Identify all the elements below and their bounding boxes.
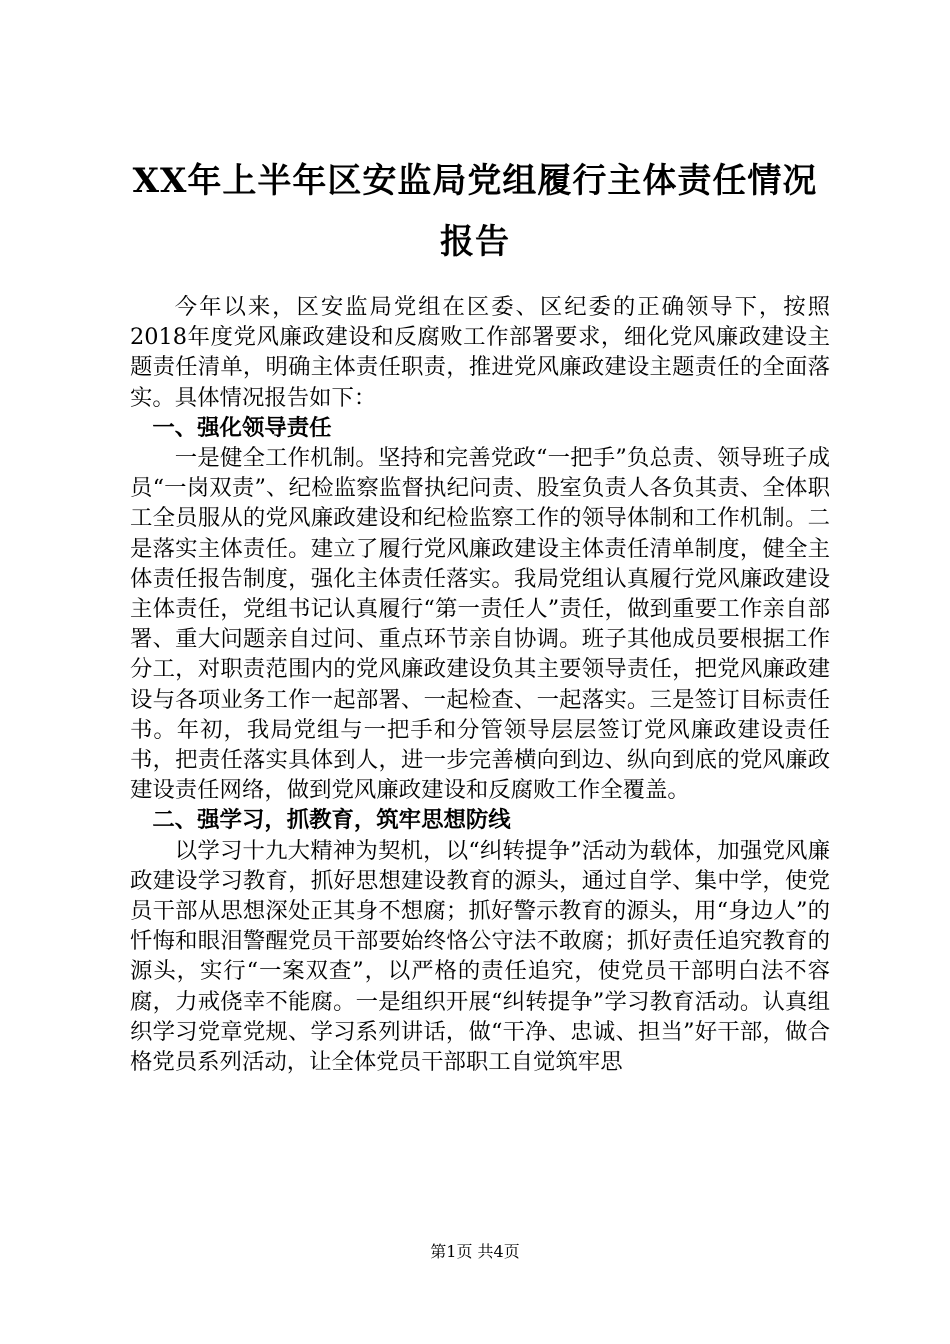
page-footer: 第1页 共4页 [430, 1242, 520, 1261]
body-paragraph: 以学习十九大精神为契机，以“纠转提争”活动为载体，加强党风廉政建设学习教育，抓好思想建设教育的源头，通过自学、集中学，使党员干部从思想深处正其身不想腐；抓好警示教育的源头，用“身边人”的忏悔和眼泪警醒党员干部要始终恪公守法不敢腐；抓好责任追究教育的源头，实行“一案双查”，以严格的责任追究，使党员干部明白法不容腐，力戒侥幸不能腐。一是组织开展“纠转提争”学习教育活动。认真组织学习党章党规、学习系列讲话，做“干净、忠诚、担当”好干部，做合格党员系列活动，让全体党员干部职工自觉筑牢思 [130, 837, 830, 1076]
document-body [130, 292, 830, 1077]
document-title-line1: XX年上半年区安监局党组履行主体责任情况 [132, 161, 818, 201]
section-heading: 二、强学习，抓教育，筑牢思想防线 [152, 807, 511, 834]
body-paragraph: 今年以来，区安监局党组在区委、区纪委的正确领导下，按照2018年度党风廉政建设和反腐败工作部署要求，细化党风廉政建设主题责任清单，明确主体责任职责，推进党风廉政建设主题责任的全面落实。具体情况报告如下： [130, 294, 830, 411]
body-paragraph: 一是健全工作机制。坚持和完善党政“一把手”负总责、领导班子成员“一岗双责”、纪检监察监督执纪问责、股室负责人各负其责、全体职工全员服从的党风廉政建设和纪检监察工作的领导体制和工作机制。二是落实主体责任。建立了履行党风廉政建设主体责任清单制度，健全主体责任报告制度，强化主体责任落实。我局党组认真履行党风廉政建设主体责任，党组书记认真履行“第一责任人”责任，做到重要工作亲自部署、重大问题亲自过问、重点环节亲自协调。班子其他成员要根据工作分工，对职责范围内的党风廉政建设负其主要领导责任，把党风廉政建设与各项业务工作一起部署、一起检查、一起落实。三是签订目标责任书。年初，我局党组与一把手和分管领导层层签订党风廉政建设责任书，把责任落实具体到人，进一步完善横向到边、纵向到底的党风廉政建设责任网络，做到党风廉政建设和反腐败工作全覆盖。 [130, 445, 830, 804]
document-title-line2: 报告 [440, 222, 510, 262]
section-heading: 一、强化领导责任 [152, 414, 332, 441]
